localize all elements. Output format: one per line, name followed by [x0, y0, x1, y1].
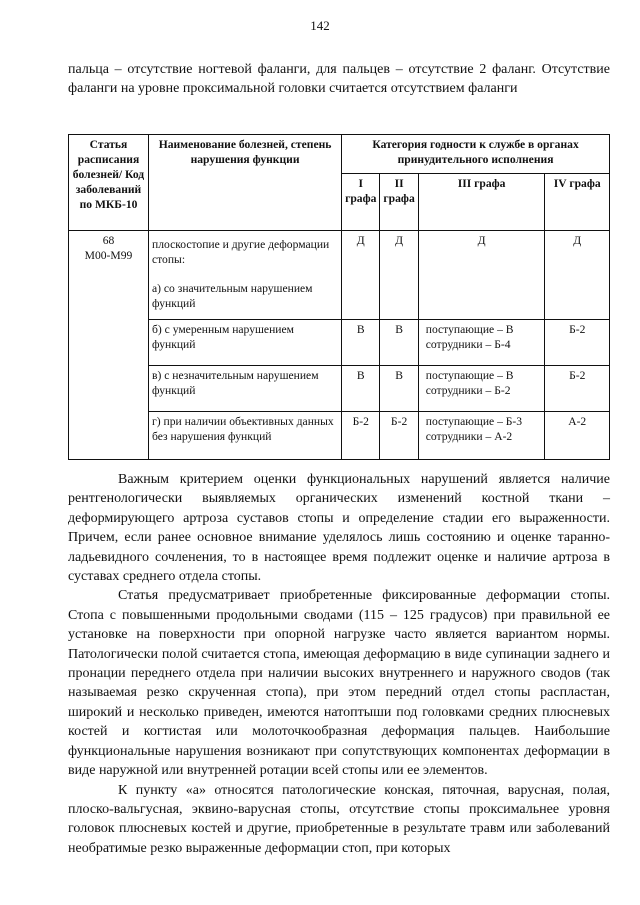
- table-row: [69, 412, 610, 460]
- grade-cell-col-4: Б-2: [545, 366, 610, 412]
- grade-cell-col-3: [418, 412, 545, 460]
- table-row: [69, 320, 610, 366]
- header-col-4: IV графа: [545, 174, 610, 231]
- grade-cell-col-4: Д: [545, 231, 610, 320]
- header-disease-name: Наименование болезней, степень нарушения функции: [149, 135, 342, 231]
- employees-grade: сотрудники – Б-4: [425, 338, 511, 351]
- page-number: 142: [310, 18, 330, 33]
- body-text-block: [68, 470, 610, 858]
- applicants-grade: поступающие – В: [425, 369, 514, 382]
- grade-cell-col-2: Б-2: [380, 412, 418, 460]
- grade-cell-col-4: А-2: [545, 412, 610, 460]
- grade-cell-col-1: Б-2: [342, 412, 380, 460]
- intro-text-block: [68, 60, 610, 98]
- header-article-code: Статья расписания болезней/ Код заболеваний по МКБ-10: [69, 135, 149, 231]
- header-col-3: III графа: [418, 174, 545, 231]
- grade-cell-col-2: В: [380, 366, 418, 412]
- grade-cell-col-3: Д: [418, 231, 545, 320]
- grade-cell-col-2: Д: [380, 231, 418, 320]
- header-col-1: I графа: [342, 174, 380, 231]
- disease-grade: г) при наличии объективных данных без нарушения функций: [149, 412, 342, 460]
- disease-grade: в) с незначительным нарушением функций: [149, 366, 342, 412]
- disease-grade: б) с умеренным нарушением функций: [149, 320, 342, 366]
- disease-intro: плоскостопие и другие деформации стопы:: [152, 238, 330, 266]
- applicants-grade: поступающие – В: [425, 323, 514, 336]
- grade-cell-col-1: Д: [342, 231, 380, 320]
- employees-grade: сотрудники – Б-2: [425, 384, 511, 397]
- grade-cell-col-1: В: [342, 366, 380, 412]
- mkb-code: M00-M99: [84, 249, 133, 262]
- applicants-grade: поступающие – Б-3: [425, 415, 523, 428]
- paragraph: Важным критерием оценки функциональных нарушений является наличие рентгенологически выявляемых органических изменений костной ткани – деформирующего артроза суставов стопы и определение стадии его выраженности. Причем, если ранее основное внимание уделялось лишь состоянию и оценке таранно-ладьевидного сочленения, то в настоящее время подлежит оценке и наличие артроза в суставах среднего отдела стопы.: [68, 472, 610, 585]
- employees-grade: сотрудники – А-2: [425, 430, 513, 443]
- grade-cell-col-3: [418, 320, 545, 366]
- header-col-2: II графа: [380, 174, 418, 231]
- grade-cell-col-4: Б-2: [545, 320, 610, 366]
- disease-grade: а) со значительным нарушением функций: [152, 282, 313, 310]
- intro-paragraph: пальца – отсутствие ногтевой фаланги, для пальцев – отсутствие 2 фаланг. Отсутствие фаланги на уровне проксимальной головки считается отсутствием фаланги: [68, 62, 610, 96]
- table-row: [69, 231, 610, 320]
- disease-name-cell: [149, 231, 342, 320]
- grade-cell-col-2: В: [380, 320, 418, 366]
- grade-cell-col-1: В: [342, 320, 380, 366]
- disease-schedule-table: [68, 134, 610, 460]
- grade-cell-col-3: [418, 366, 545, 412]
- article-number: 68: [102, 234, 115, 247]
- table-row: [69, 366, 610, 412]
- article-code-cell: [69, 231, 149, 460]
- paragraph: Статья предусматривает приобретенные фиксированные деформации стопы. Стопа с повышенными продольными сводами (115 – 125 градусов) при правильной ее установке на поверхности при опорной нагрузке часто является вариантом нормы. Патологически полой считается стопа, имеющая деформацию в виде супинации заднего и пронации переднего отдела при наличии высоких внутреннего и наружного сводов (так называемая резко скрученная стопа), при этом передний отдел стопы распластан, широкий и несколько приведен, имеются натоптыши под головками средних плюсневых костей и когтистая или молоточкообразная деформация пальцев. Наибольшие функциональные нарушения возникают при сопутствующих компонентах деформации в виде наружной или внутренней ротации всей стопы или ее элементов.: [68, 588, 610, 779]
- header-category: Категория годности к службе в органах принудительного исполнения: [342, 135, 610, 174]
- paragraph: К пункту «а» относятся патологические конская, пяточная, варусная, полая, плоско-вальгусная, эквино-варусная стопы, отсутствие стопы проксимальнее уровня головок плюсневых костей и другие, приобретенные в результате травм или заболеваний необратимые резко выраженные деформации стоп, при которых: [68, 782, 610, 856]
